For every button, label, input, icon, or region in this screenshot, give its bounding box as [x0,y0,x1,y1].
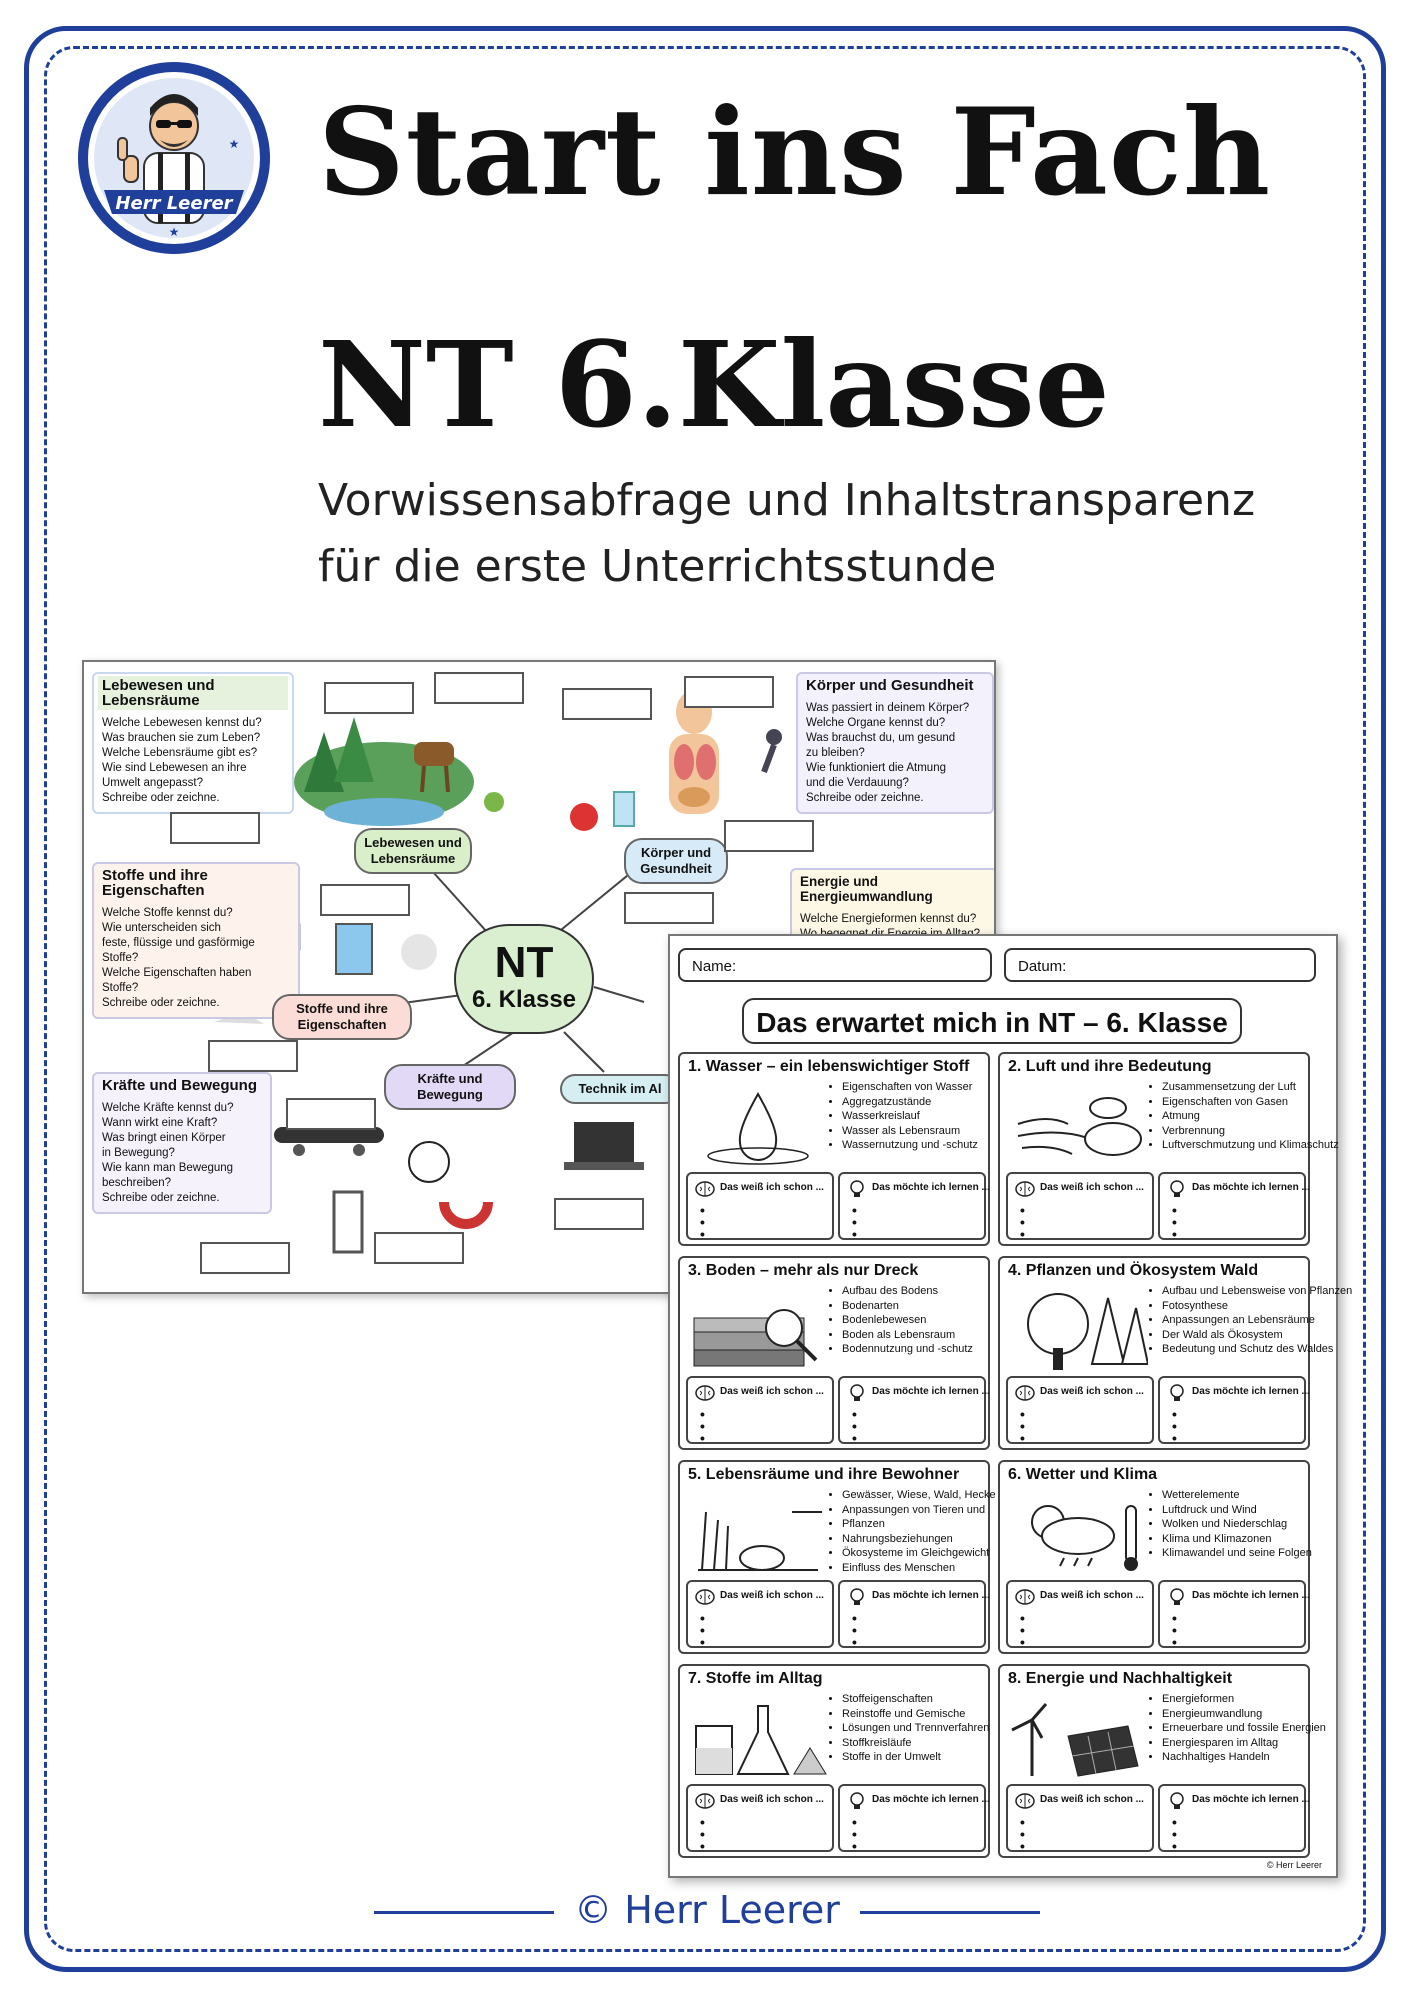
mindmap-question: Umwelt angepasst? [102,777,203,789]
mindmap-question: Wie kann man Bewegung [102,1162,234,1174]
mindmap-bubble: Stoffe und ihre Eigenschaften [272,994,412,1040]
worksheet-section [998,1460,1310,1654]
worksheet-section [678,1460,996,1654]
mindmap-question: Wie sind Lebewesen an ihre [102,762,247,774]
water-drop-icon [688,1084,828,1166]
section-topic: • Zusammensetzung der Luft [1162,1080,1322,1095]
worksheet-section [678,1052,990,1246]
mindmap-bubble: Kräfte und Bewegung [384,1064,516,1110]
section-topic: • Aggregatzustände [842,1095,1002,1110]
section-title: 3. Boden – mehr als nur Dreck [688,1262,919,1279]
bullet-points: • • • [852,1202,857,1242]
mindmap-question: Stoffe? [102,982,139,994]
cloud-icon [1008,1492,1148,1574]
section-topic: • Eigenschaften von Gasen [1162,1095,1322,1110]
learn-box[interactable] [838,1784,990,1854]
mindmap-box-kraefte [92,1072,272,1214]
learn-box[interactable] [838,1172,990,1242]
mindmap-question: Schreibe oder zeichne. [102,997,220,1009]
section-topics [830,1692,1002,1765]
answer-blank [724,820,814,852]
section-topic: • Atmung [1162,1109,1322,1124]
section-topic: • Der Wald als Ökosystem [1162,1328,1322,1343]
know-label: Das weiß ich schon ... [1040,1794,1144,1805]
lightbulb-icon [846,1790,868,1812]
section-topic: • Pflanzen [842,1517,1002,1532]
bullet-points: • • • [1172,1202,1177,1242]
section-topics [1150,1080,1339,1153]
worksheet-title: Das erwartet mich in NT – 6. Klasse [742,998,1242,1044]
section-topic: • Energiesparen im Alltag [1162,1736,1322,1751]
bullet-points: • • • [1172,1610,1177,1650]
lightbulb-icon [846,1178,868,1200]
learn-label: Das möchte ich lernen ... [872,1386,990,1397]
learn-label: Das möchte ich lernen ... [872,1794,990,1805]
section-topic: • Nachhaltiges Handeln [1162,1750,1322,1765]
mindmap-question: in Bewegung? [102,1147,175,1159]
lightbulb-icon [846,1586,868,1608]
mindmap-center-line-1: NT [494,938,554,987]
bullet-points: • • • [852,1406,857,1446]
mindmap-box-title: Lebewesen und Lebensräume [98,676,288,710]
know-label: Das weiß ich schon ... [1040,1590,1144,1601]
know-box[interactable] [1006,1376,1154,1444]
learn-box[interactable] [1158,1784,1310,1854]
mindmap-center [454,924,594,1034]
section-title: 1. Wasser – ein lebenswichtiger Stoff [688,1058,970,1075]
learn-label: Das möchte ich lernen ... [1192,1590,1310,1601]
brain-icon [694,1790,716,1812]
mindmap-box-title: Kräfte und Bewegung [102,1077,258,1094]
section-topic: • Anpassungen an Lebensräume [1162,1313,1322,1328]
section-topic: • Wasser als Lebensraum [842,1124,1002,1139]
know-label: Das weiß ich schon ... [720,1182,824,1193]
brain-icon [694,1382,716,1404]
learn-box[interactable] [838,1580,990,1650]
mindmap-question: Welche Eigenschaften haben [102,967,252,979]
answer-blank [554,1198,644,1230]
learn-box[interactable] [838,1376,990,1446]
answer-blank [208,1040,298,1072]
date-label: Datum: [1018,958,1067,975]
brain-icon [1014,1790,1036,1812]
section-topics [1150,1692,1326,1765]
section-topic: • Wassernutzung und -schutz [842,1138,1002,1153]
section-topic: • Eigenschaften von Wasser [842,1080,1002,1095]
section-topic: • Bodenarten [842,1299,1002,1314]
mindmap-center-line-2: 6. Klasse [471,986,577,1013]
section-title: 5. Lebensräume und ihre Bewohner [688,1466,960,1483]
mindmap-question: Wann wirkt eine Kraft? [102,1117,218,1129]
section-topic: • Stoffeigenschaften [842,1692,1002,1707]
bullet-points: • • • [700,1406,705,1446]
mindmap-question: und die Verdauung? [806,777,909,789]
know-box[interactable] [686,1376,834,1444]
learn-box[interactable] [1158,1580,1310,1650]
learn-label: Das möchte ich lernen ... [872,1182,990,1193]
mindmap-question: Welche Energieformen kennst du? [800,913,977,925]
know-box[interactable] [686,1784,834,1852]
section-title: 6. Wetter und Klima [1008,1466,1158,1483]
section-topic: • Einfluss des Menschen [842,1561,1002,1576]
section-topics [1150,1488,1322,1561]
solar-panel-icon [1008,1696,1148,1778]
beaker-icon [688,1696,828,1778]
answer-blank [374,1232,464,1264]
section-topics [830,1284,1002,1357]
answer-blank [434,672,524,704]
answer-blank [170,812,260,844]
mindmap-question: Schreibe oder zeichne. [102,1192,220,1204]
herr-leerer-logo [74,58,274,258]
brain-icon [1014,1382,1036,1404]
section-topic: • Ökosysteme im Gleichgewicht [842,1546,1002,1561]
mindmap-question: Wie unterscheiden sich [102,922,221,934]
name-label: Name: [692,958,737,975]
section-topic: • Energieumwandlung [1162,1707,1322,1722]
section-topic: • Lösungen und Trennverfahren [842,1721,1002,1736]
mindmap-box-stoffe [92,862,300,1019]
section-topic: • Luftdruck und Wind [1162,1503,1322,1518]
name-field[interactable] [678,948,992,982]
mindmap-question: Stoffe? [102,952,139,964]
brain-icon [1014,1586,1036,1608]
section-topic: • Aufbau des Bodens [842,1284,1002,1299]
section-topic: • Gewässer, Wiese, Wald, Hecke [842,1488,1002,1503]
know-box[interactable] [1006,1784,1154,1852]
footer-line-right [860,1911,1040,1914]
section-topic: • Boden als Lebensraum [842,1328,1002,1343]
answer-blank [324,682,414,714]
worksheet-section [678,1256,990,1450]
know-label: Das weiß ich schon ... [1040,1182,1144,1193]
mindmap-box-title: Körper und Gesundheit [806,677,974,694]
mindmap-question: beschreiben? [102,1177,172,1189]
worksheet-section [998,1256,1353,1450]
worksheet-section [678,1664,990,1858]
mindmap-bubble: Körper und Gesundheit [624,838,728,884]
section-title: 8. Energie und Nachhaltigkeit [1008,1670,1233,1687]
frog-icon [688,1492,828,1574]
section-topics [830,1488,1002,1575]
subtitle [318,468,1255,600]
bullet-points: • • • [1020,1406,1025,1446]
bullet-points: • • • [1172,1406,1177,1446]
section-title: 7. Stoffe im Alltag [688,1670,823,1687]
svg-text:★: ★ [168,225,180,239]
worksheet-section [998,1664,1326,1858]
know-label: Das weiß ich schon ... [720,1386,824,1397]
learn-label: Das möchte ich lernen ... [1192,1794,1310,1805]
section-topic: • Reinstoffe und Gemische [842,1707,1002,1722]
section-topic: • Energieformen [1162,1692,1322,1707]
mindmap-question: Welche Lebewesen kennst du? [102,717,262,729]
section-topic: • Anpassungen von Tieren und [842,1503,1002,1518]
answer-blank [684,676,774,708]
mindmap-question: Was brauchen sie zum Leben? [102,732,261,744]
section-topic: • Stoffe in der Umwelt [842,1750,1002,1765]
mindmap-question: Wie funktioniert die Atmung [806,762,946,774]
answer-blank [320,884,410,916]
mindmap-bubble: Technik im Al [560,1074,680,1104]
mindmap-question: zu bleiben? [806,747,865,759]
mindmap-question: Schreibe oder zeichne. [806,792,924,804]
subtitle-line-1: Vorwissensabfrage und Inhaltstransparenz [318,475,1256,526]
learn-box[interactable] [1158,1376,1310,1446]
soil-icon [688,1288,828,1370]
mindmap-box-title: Stoffe und ihre Eigenschaften [102,867,208,899]
lightbulb-icon [846,1382,868,1404]
wind-icon [1008,1084,1148,1166]
section-topic: • Wasserkreislauf [842,1109,1002,1124]
learn-label: Das möchte ich lernen ... [1192,1182,1310,1193]
section-topics [830,1080,1002,1153]
footer-line-left [374,1911,554,1914]
mindmap-question: Was brauchst du, um gesund [806,732,956,744]
learn-box[interactable] [1158,1172,1310,1242]
section-title: 4. Pflanzen und Ökosystem Wald [1008,1262,1259,1279]
mindmap-question: Welche Lebensräume gibt es? [102,747,258,759]
bullet-points: • • • [700,1610,705,1650]
logo-text: Herr Leerer [115,193,233,214]
section-title: 2. Luft und ihre Bedeutung [1008,1058,1212,1075]
section-topic: • Bedeutung und Schutz des Waldes [1162,1342,1322,1357]
date-field[interactable] [1004,948,1316,982]
section-topic: • Verbrennung [1162,1124,1322,1139]
section-topic: • Bodennutzung und -schutz [842,1342,1002,1357]
footer-text: © Herr Leerer [574,1888,840,1932]
bullet-points: • • • [1020,1202,1025,1242]
mindmap-question: Welche Kräfte kennst du? [102,1102,234,1114]
learn-label: Das möchte ich lernen ... [872,1590,990,1601]
know-label: Das weiß ich schon ... [720,1590,824,1601]
section-topics [1150,1284,1353,1357]
footer [0,1888,1414,1932]
answer-blank [200,1242,290,1274]
bullet-points: • • • [1020,1814,1025,1854]
section-topic: • Erneuerbare und fossile Energien [1162,1721,1322,1736]
title-line-2: NT 6.Klasse [318,315,1110,454]
answer-blank [624,892,714,924]
title-line-1: Start ins Fach [318,82,1272,223]
worksheet-copyright: © Herr Leerer [1266,1860,1322,1870]
forest-illustration [294,717,504,826]
lightbulb-icon [1166,1790,1188,1812]
subtitle-line-2: für die erste Unterrichtsstunde [318,541,997,592]
mindmap-question: Was passiert in deinem Körper? [806,702,970,714]
section-topic: • Klima und Klimazonen [1162,1532,1322,1547]
tree-icon [1008,1288,1148,1370]
know-box[interactable] [1006,1172,1154,1240]
bullet-points: • • • [1020,1610,1025,1650]
section-topic: • Nahrungsbeziehungen [842,1532,1002,1547]
brain-icon [694,1586,716,1608]
section-topic: • Bodenlebewesen [842,1313,1002,1328]
lightbulb-icon [1166,1178,1188,1200]
mindmap-box-koerper [796,672,994,814]
brain-icon [1014,1178,1036,1200]
know-box[interactable] [686,1172,834,1240]
mindmap-bubble: Lebewesen und Lebensräume [354,828,472,874]
mindmap-box-lebewesen [92,672,294,814]
mindmap-question: Was bringt einen Körper [102,1132,226,1144]
lightbulb-icon [1166,1586,1188,1608]
bullet-points: • • • [700,1814,705,1854]
know-label: Das weiß ich schon ... [720,1794,824,1805]
answer-blank [562,688,652,720]
answer-blank [286,1098,376,1130]
section-topic: • Klimawandel und seine Folgen [1162,1546,1322,1561]
section-topic: • Fotosynthese [1162,1299,1322,1314]
mindmap-question: Welche Organe kennst du? [806,717,946,729]
bullet-points: • • • [1172,1814,1177,1854]
learn-label: Das möchte ich lernen ... [1192,1386,1310,1397]
mindmap-question: feste, flüssige und gasförmige [102,937,255,949]
brain-icon [694,1178,716,1200]
section-topic: • Wolken und Niederschlag [1162,1517,1322,1532]
worksheet-preview [668,934,1353,1878]
section-topic: • Wetterelemente [1162,1488,1322,1503]
know-box[interactable] [1006,1580,1154,1648]
svg-text:★: ★ [228,137,240,151]
bullet-points: • • • [852,1814,857,1854]
lightbulb-icon [1166,1382,1188,1404]
section-topic: • Stoffkreisläufe [842,1736,1002,1751]
bullet-points: • • • [852,1610,857,1650]
section-topic: • Aufbau und Lebensweise von Pflanzen [1162,1284,1322,1299]
section-topic: • Luftverschmutzung und Klimaschutz [1162,1138,1322,1153]
mindmap-question: Welche Stoffe kennst du? [102,907,233,919]
mindmap-question: Schreibe oder zeichne. [102,792,220,804]
know-box[interactable] [686,1580,834,1648]
know-label: Das weiß ich schon ... [1040,1386,1144,1397]
bullet-points: • • • [700,1202,705,1242]
mindmap-box-title: Energie und Energieumwandlung [800,874,933,904]
worksheet-section [998,1052,1339,1246]
